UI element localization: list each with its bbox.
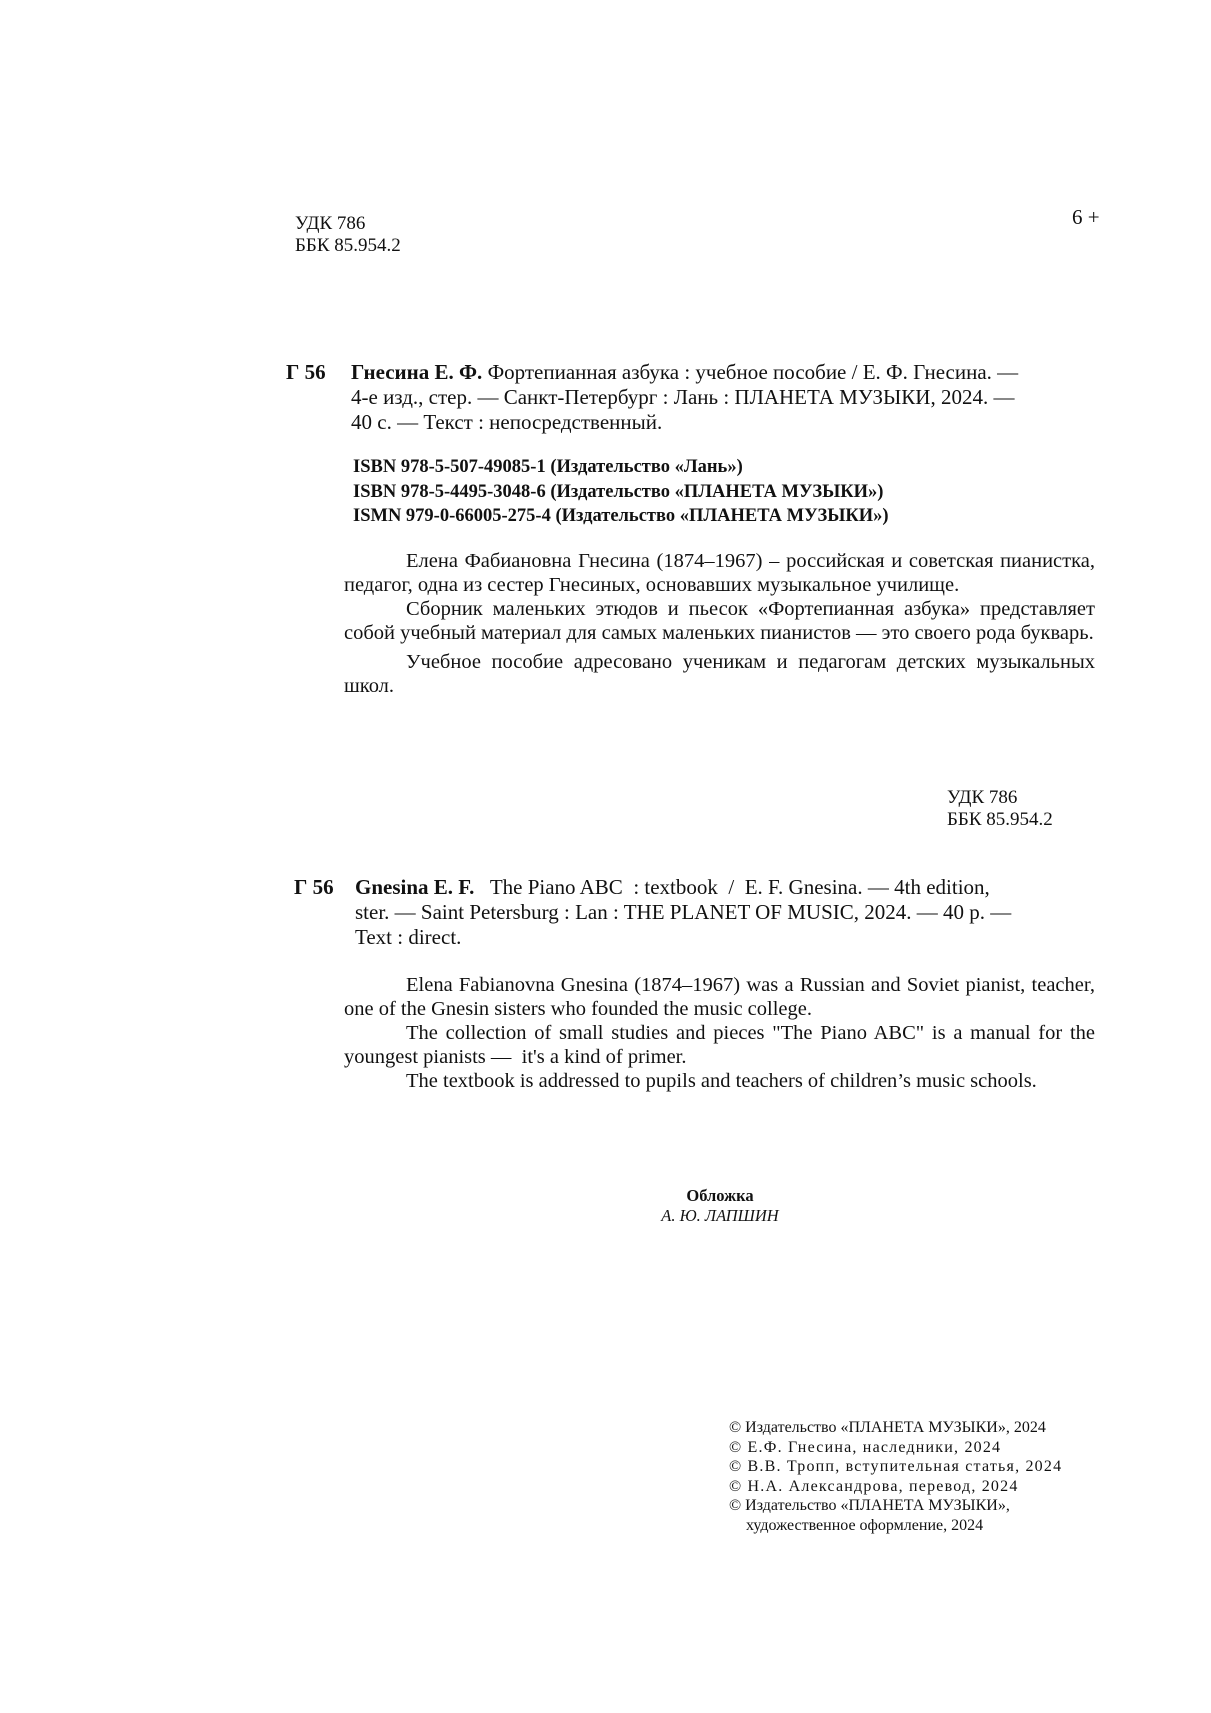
udk-code: УДК 786 [295, 213, 366, 234]
ru-title-line: Фортепианная азбука : учебное пособие / Е. Ф. Гнесина. — [482, 360, 1019, 384]
en-annotation-paragraph: Elena Fabianovna Gnesina (1874–1967) was a Russian and Soviet pianist, teacher, one of the Gnesin sisters who founded the music college. [344, 974, 1095, 1020]
copyright-line: художественное оформление, 2024 [746, 1516, 984, 1534]
ru-pages-line: 40 с. — Текст : непосредственный. [351, 410, 663, 434]
en-title-line: The Piano ABC : textbook / E. F. Gnesina. — 4th edition, [489, 875, 990, 899]
ismn-planet: ISMN 979-0-66005-275-4 (Издательство «ПЛАНЕТА МУЗЫКИ») [353, 506, 889, 526]
copyright-line: © Издательство «ПЛАНЕТА МУЗЫКИ», [729, 1497, 1010, 1514]
en-author-code: Г 56 [294, 875, 334, 899]
classification-top [295, 213, 401, 257]
en-annotation-paragraph: The textbook is addressed to pupils and teachers of children’s music schools. [406, 1070, 1037, 1092]
bbk-code: ББК 85.954.2 [947, 809, 1053, 830]
udk-code: УДК 786 [947, 787, 1018, 808]
bbk-code: ББК 85.954.2 [295, 235, 401, 256]
cover-artist: А. Ю. ЛАПШИН [661, 1206, 779, 1225]
isbn-planet: ISBN 978-5-4495-3048-6 (Издательство «ПЛАНЕТА МУЗЫКИ») [353, 481, 884, 502]
cover-label: Обложка [686, 1186, 754, 1205]
en-pages-line: Text : direct. [355, 925, 462, 949]
ru-edition-line: 4-е изд., стер. — Санкт-Петербург : Лань : ПЛАНЕТА МУЗЫКИ, 2024. — [351, 385, 1015, 409]
copyright-line: © Е.Ф. Гнесина, наследники, 2024 [729, 1438, 1002, 1456]
isbn-list [353, 455, 889, 529]
copyright-block [729, 1418, 1062, 1535]
en-author: Gnesina E. F. [355, 875, 475, 899]
ru-author-code: Г 56 [286, 360, 326, 384]
isbn-lan: ISBN 978-5-507-49085-1 (Издательство «Лань») [353, 457, 743, 477]
ru-annotation-paragraph: Сборник маленьких этюдов и пьесок «Фортепианная азбука» представляет собой учебный материал для самых маленьких пианистов — это своего рода букварь. [344, 598, 1095, 644]
ru-annotation-paragraph: Елена Фабиановна Гнесина (1874–1967) – российская и советская пианистка, педагог, одна из сестер Гнесиных, основавших музыкальное училище. [344, 550, 1095, 596]
ru-author: Гнесина Е. Ф. [351, 360, 483, 384]
ru-annotation [344, 549, 1095, 698]
en-bibliographic-entry [355, 875, 1095, 950]
cover-credit [560, 1186, 880, 1226]
copyright-line: © Издательство «ПЛАНЕТА МУЗЫКИ», 2024 [729, 1419, 1046, 1436]
ru-annotation-paragraph: Учебное пособие адресовано ученикам и педагогам детских музыкальных школ. [344, 651, 1095, 697]
age-rating: 6 + [1072, 205, 1100, 229]
copyright-line: © Н.А. Александрова, перевод, 2024 [729, 1477, 1019, 1495]
en-annotation [344, 973, 1101, 1093]
ru-bibliographic-entry [351, 360, 1095, 435]
classification-en [947, 787, 1053, 831]
en-edition-line: ster. — Saint Petersburg : Lan : THE PLANET OF MUSIC, 2024. — 40 p. — [355, 900, 1012, 924]
copyright-line: © В.В. Тропп, вступительная статья, 2024 [729, 1458, 1063, 1475]
en-annotation-paragraph: The collection of small studies and pieces "The Piano ABC" is a manual for the youngest pianists — it's a kind of primer. [344, 1022, 1101, 1068]
